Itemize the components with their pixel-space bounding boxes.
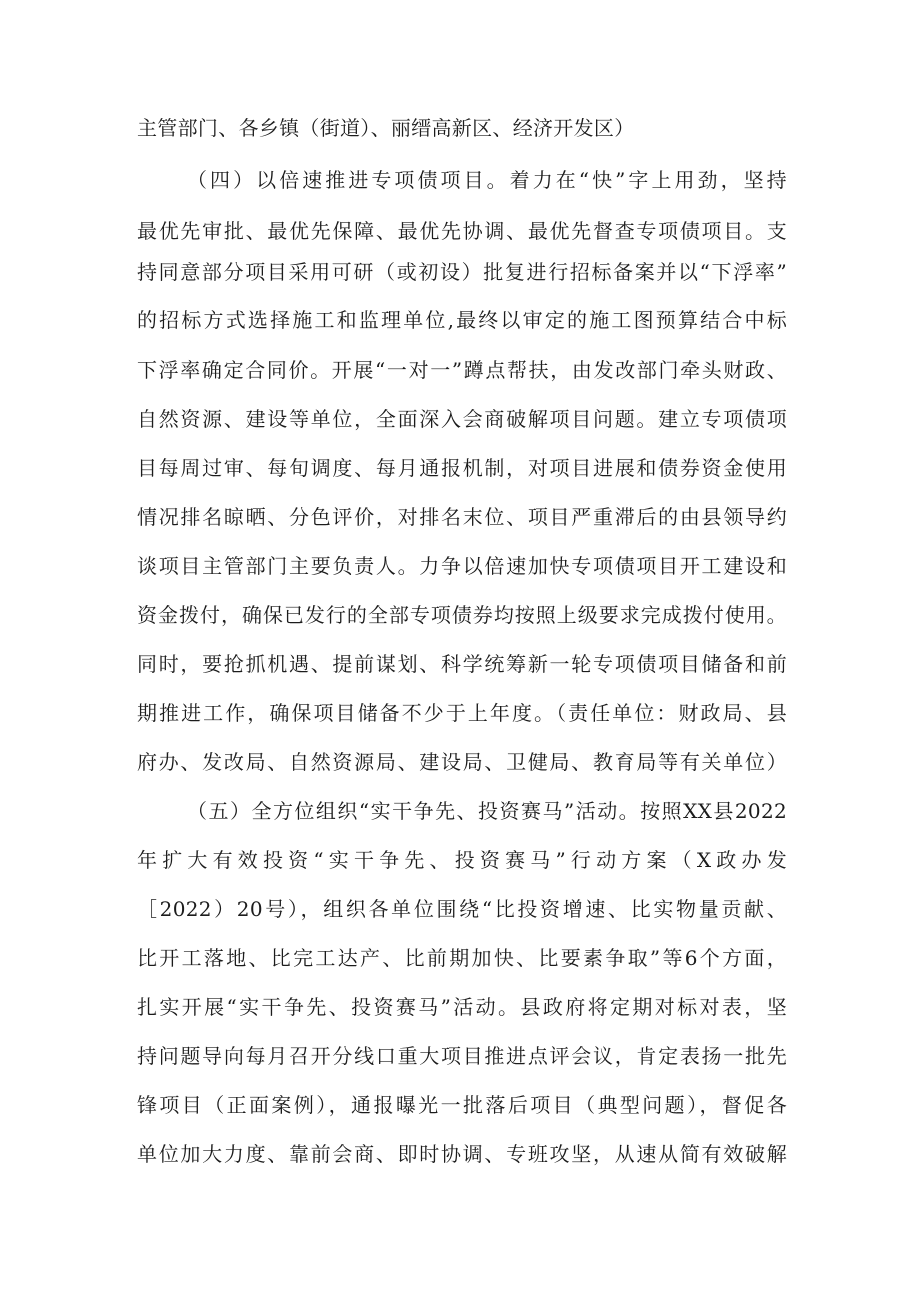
text-line: 持问题导向每月召开分线口重大项目推进点评会议，肯定表扬一批先 — [137, 1044, 787, 1068]
text-line: 扎实开展“实干争先、投资赛马”活动。县政府将定期对标对表，坚 — [137, 995, 787, 1019]
text-line: 年扩大有效投资“实干争先、投资赛马”行动方案（X政办发 — [137, 848, 787, 872]
text-line: 目每周过审、每旬调度、每月通报机制，对项目进展和债券资金使用 — [137, 456, 787, 480]
text-line: 单位加大力度、靠前会商、即时协调、专班攻坚，从速从简有效破解 — [137, 1142, 787, 1166]
text-line: 情况排名晾晒、分色评价，对排名末位、项目严重滞后的由县领导约 — [137, 505, 787, 529]
text-line: 的招标方式选择施工和监理单位,最终以审定的施工图预算结合中标 — [137, 308, 787, 332]
text-line: 主管部门、各乡镇（街道）、丽缙高新区、经济开发区） — [137, 116, 635, 140]
text-line: ［2022）20号），组织各单位围绕“比投资增速、比实物量贡献、 — [137, 897, 787, 921]
text-line: 府办、发改局、自然资源局、建设局、卫健局、教育局等有关单位） — [137, 750, 787, 774]
text-line: 最优先审批、最优先保障、最优先协调、最优先督查专项债项目。支 — [137, 219, 787, 243]
text-line: 持同意部分项目采用可研（或初设）批复进行招标备案并以“下浮率” — [137, 260, 787, 284]
text-line: 同时，要抢抓机遇、提前谋划、科学统筹新一轮专项债项目储备和前 — [137, 652, 787, 676]
paragraph-5-first-line: （五）全方位组织“实干争先、投资赛马”活动。按照XX县2022 — [187, 799, 787, 823]
text-line: 下浮率确定合同价。开展“一对一”蹲点帮扶，由发改部门牵头财政、 — [137, 358, 787, 382]
text-line: 自然资源、建设等单位，全面深入会商破解项目问题。建立专项债项 — [137, 407, 787, 431]
text-line: 谈项目主管部门主要负责人。力争以倍速加快专项债项目开工建设和 — [137, 554, 787, 578]
text-line: 锋项目（正面案例），通报曝光一批落后项目（典型问题），督促各 — [137, 1093, 787, 1117]
text-line: 比开工落地、比完工达产、比前期加快、比要素争取”等6个方面， — [137, 946, 787, 970]
text-line: 期推进工作，确保项目储备不少于上年度。（责任单位：财政局、县 — [137, 701, 787, 725]
paragraph-4-first-line: （四）以倍速推进专项债项目。着力在“快”字上用劲，坚持 — [187, 168, 787, 192]
text-line: 资金拨付，确保已发行的全部专项债券均按照上级要求完成拨付使用。 — [137, 603, 787, 627]
